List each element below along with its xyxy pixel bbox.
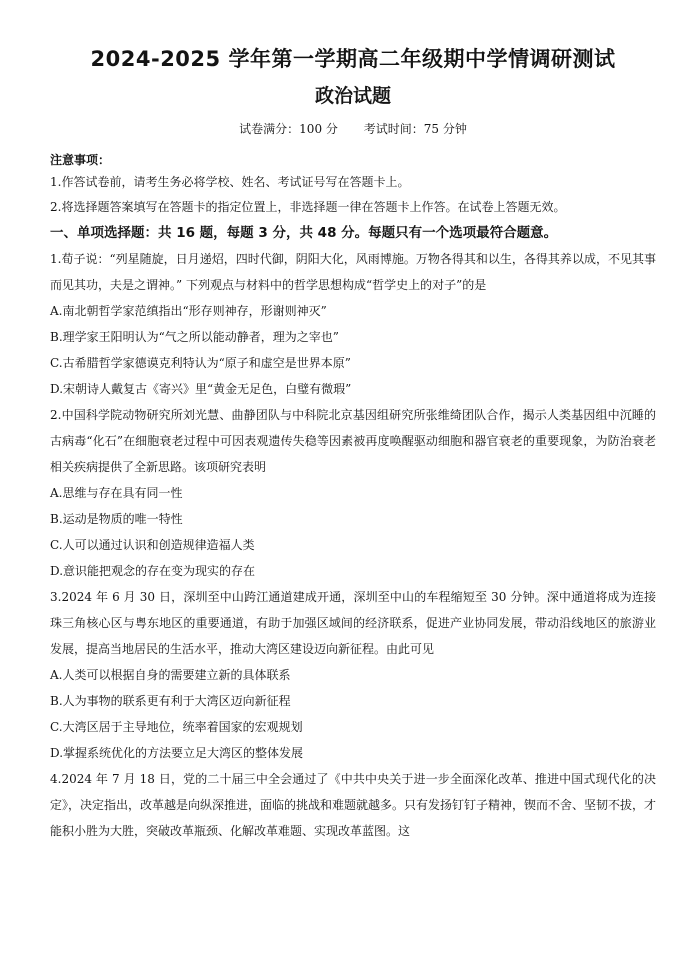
section-heading: 一、单项选择题：共 16 题，每题 3 分，共 48 分。每题只有一个选项最符合题意。 bbox=[50, 225, 558, 241]
question-stem: 1.荀子说：“列星随旋，日月递炤，四时代御，阴阳大化，风雨博施。万物各得其和以生，各得其养以成，不见其事而见其功，夫是之谓神。” 下列观点与材料中的哲学思想构成“哲学史上的对子”的是 bbox=[50, 252, 656, 292]
option-b: B.理学家王阳明认为“气之所以能动静者，理为之宰也” bbox=[50, 330, 339, 344]
question-3 bbox=[50, 584, 656, 766]
option-a: A.人类可以根据自身的需要建立新的具体联系 bbox=[50, 668, 291, 682]
full-score: 试卷满分：100 分 bbox=[239, 122, 338, 136]
option-b: B.人为事物的联系更有利于大湾区迈向新征程 bbox=[50, 694, 291, 708]
option-d: D.掌握系统优化的方法要立足大湾区的整体发展 bbox=[50, 746, 304, 760]
question-stem: 2.中国科学院动物研究所刘光慧、曲静团队与中科院北京基因组研究所张维绮团队合作，揭示人类基因组中沉睡的古病毒“化石”在细胞衰老过程中可因表观遗传失稳等因素被再度唤醒驱动细胞和器官衰老的重要现象，为防治衰老相关疾病提供了全新思路。该项研究表明 bbox=[50, 408, 656, 474]
exam-meta bbox=[50, 120, 656, 138]
exam-time: 考试时间：75 分钟 bbox=[363, 122, 467, 136]
question-stem: 4.2024 年 7 月 18 日，党的二十届三中全会通过了《中共中央关于进一步全面深化改革、推进中国式现代化的决定》，决定指出，改革越是向纵深推进，面临的挑战和难题就越多。只有发扬钉钉子精神，锲而不舍、坚韧不拔，才能积小胜为大胜，突破改革瓶颈、化解改革难题、实现改革蓝图。这 bbox=[50, 772, 657, 838]
subject-title: 政治试题 bbox=[314, 85, 391, 107]
option-a: A.思维与存在具有同一性 bbox=[50, 486, 183, 500]
question-2 bbox=[50, 402, 656, 584]
notice-item-1: 1.作答试卷前，请考生务必将学校、姓名、考试证号写在答题卡上。 bbox=[50, 175, 410, 189]
option-d: D.意识能把观念的存在变为现实的存在 bbox=[50, 564, 256, 578]
option-c: C.人可以通过认识和创造规律造福人类 bbox=[50, 538, 255, 552]
question-stem: 3.2024 年 6 月 30 日，深圳至中山跨江通道建成开通，深圳至中山的车程缩短至 30 分钟。深中通道将成为连接珠三角核心区与粤东地区的重要通道，有助于加强区域间的经济联系，促进产业协同发展，带动沿线地区的旅游业发展，提高当地居民的生活水平，推动大湾区建设迈向新征程。由此可见 bbox=[50, 590, 656, 656]
option-c: C.大湾区居于主导地位，统率着国家的宏观规划 bbox=[50, 720, 303, 734]
notice-heading: 注意事项： bbox=[50, 153, 111, 167]
option-d: D.宋朝诗人戴复古《寄兴》里“黄金无足色，白璧有微瑕” bbox=[50, 382, 352, 396]
question-4 bbox=[50, 766, 656, 844]
option-b: B.运动是物质的唯一特性 bbox=[50, 512, 183, 526]
notice-item-2: 2.将选择题答案填写在答题卡的指定位置上，非选择题一律在答题卡上作答。在试卷上答题无效。 bbox=[50, 200, 566, 214]
option-c: C.古希腊哲学家德谟克利特认为“原子和虚空是世界本原” bbox=[50, 356, 351, 370]
exam-title: 2024-2025 学年第一学期高二年级期中学情调研测试 bbox=[90, 47, 616, 71]
question-1 bbox=[50, 246, 656, 402]
option-a: A.南北朝哲学家范缜指出“形存则神存，形谢则神灭” bbox=[50, 304, 327, 318]
